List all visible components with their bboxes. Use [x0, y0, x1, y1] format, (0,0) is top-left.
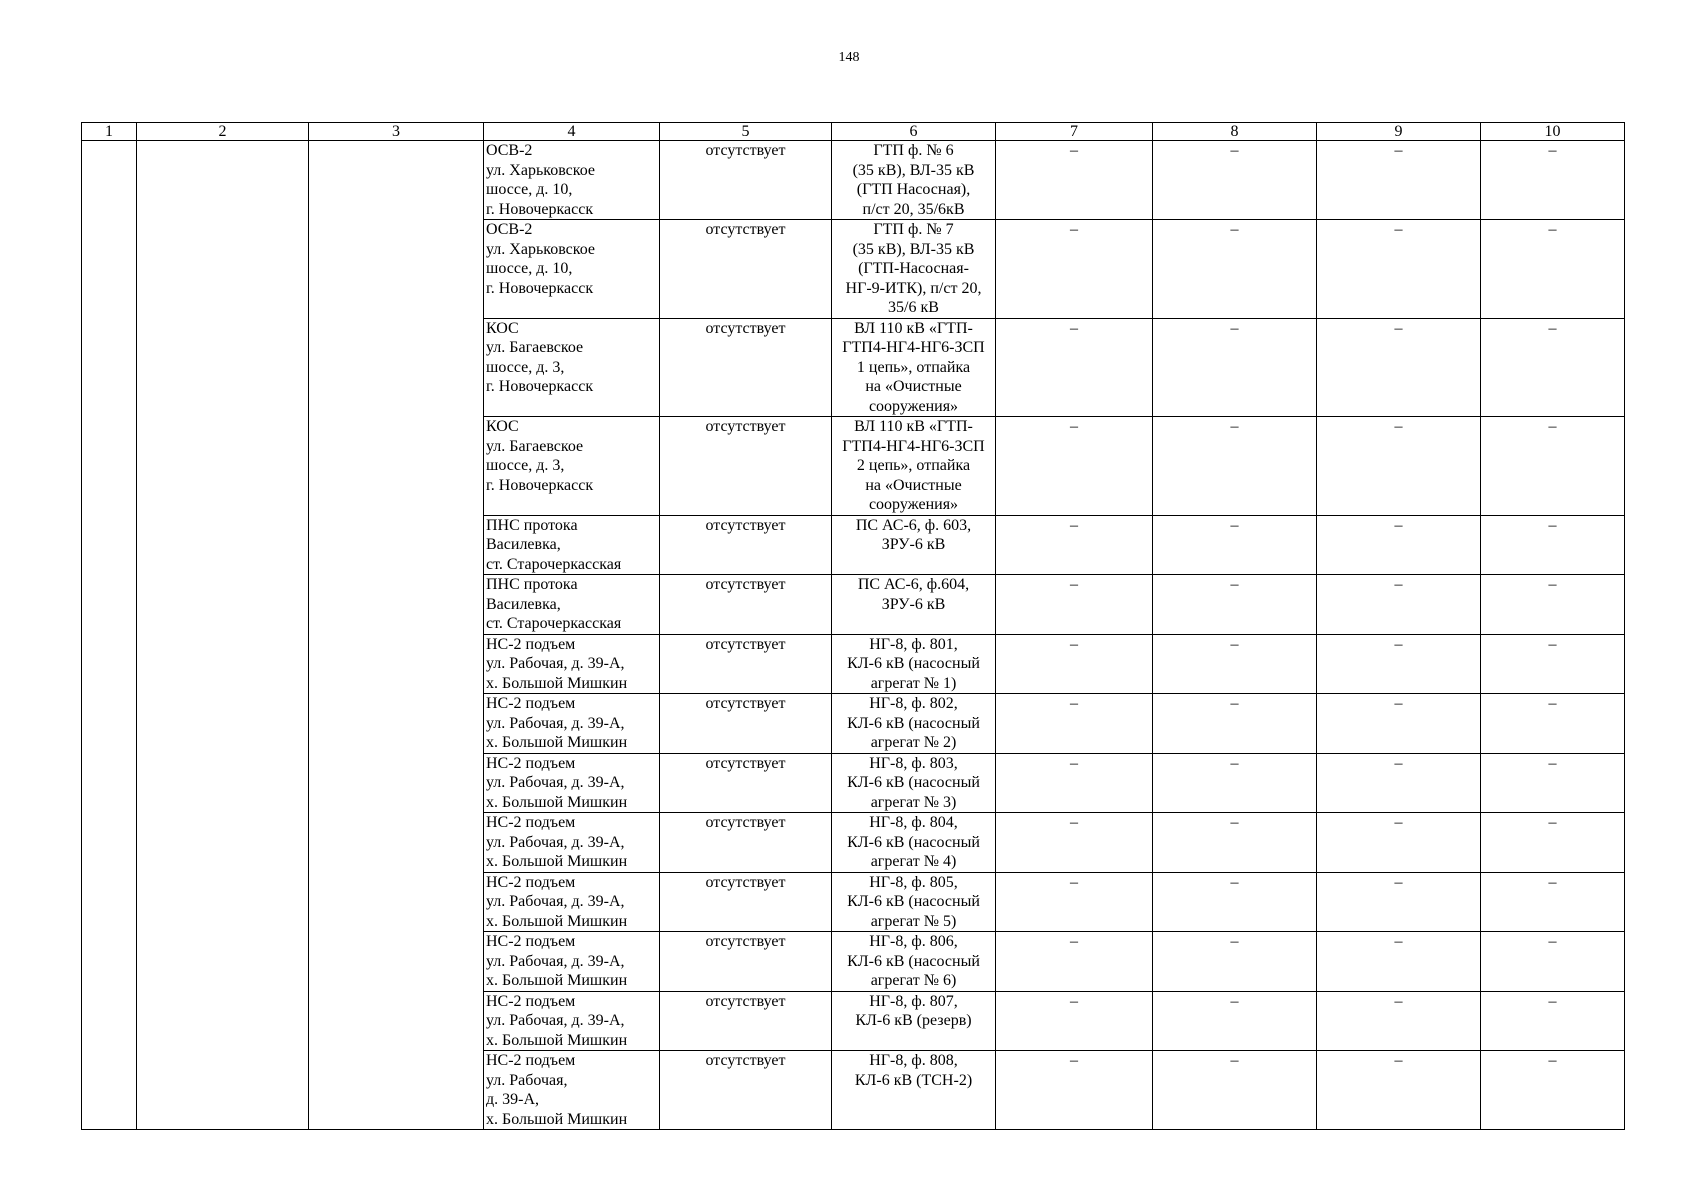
dash-cell: – — [996, 753, 1153, 813]
status-cell: отсутствует — [660, 932, 832, 992]
page-number: 148 — [838, 50, 860, 65]
dash-cell: – — [1481, 991, 1625, 1051]
status-cell: отсутствует — [660, 634, 832, 694]
dash-cell: – — [1153, 515, 1317, 575]
table-body — [82, 141, 1625, 1130]
dash-cell: – — [1153, 872, 1317, 932]
dash-cell: – — [996, 318, 1153, 417]
status-cell: отсутствует — [660, 515, 832, 575]
dash-cell: – — [1481, 932, 1625, 992]
source-cell: ВЛ 110 кВ «ГТП- ГТП4-НГ4-НГ6-ЗСП 1 цепь», отпайка на «Очистные сооружения» — [832, 318, 996, 417]
dash-cell: – — [996, 141, 1153, 220]
source-cell: ВЛ 110 кВ «ГТП- ГТП4-НГ4-НГ6-ЗСП 2 цепь», отпайка на «Очистные сооружения» — [832, 417, 996, 516]
dash-cell: – — [1317, 813, 1481, 873]
dash-cell: – — [1317, 872, 1481, 932]
column-header: 7 — [996, 123, 1153, 141]
column-header: 1 — [82, 123, 137, 141]
status-cell: отсутствует — [660, 141, 832, 220]
table-row — [82, 141, 1625, 220]
dash-cell: – — [1153, 753, 1317, 813]
object-cell: ОСВ-2 ул. Харьковское шоссе, д. 10, г. Новочеркасск — [484, 141, 660, 220]
dash-cell: – — [1481, 318, 1625, 417]
dash-cell: – — [1153, 1051, 1317, 1130]
object-cell: НС-2 подъем ул. Рабочая, д. 39-А, х. Большой Мишкин — [484, 1051, 660, 1130]
dash-cell: – — [996, 634, 1153, 694]
header-row — [82, 123, 1625, 141]
dash-cell: – — [1317, 515, 1481, 575]
dash-cell: – — [1481, 575, 1625, 635]
dash-cell: – — [1481, 813, 1625, 873]
dash-cell: – — [1317, 220, 1481, 319]
object-cell: КОС ул. Багаевское шоссе, д. 3, г. Новочеркасск — [484, 417, 660, 516]
object-cell: НС-2 подъем ул. Рабочая, д. 39-А, х. Большой Мишкин — [484, 872, 660, 932]
data-table — [81, 122, 1625, 1130]
object-cell: НС-2 подъем ул. Рабочая, д. 39-А, х. Большой Мишкин — [484, 634, 660, 694]
object-cell: НС-2 подъем ул. Рабочая, д. 39-А, х. Большой Мишкин — [484, 813, 660, 873]
dash-cell: – — [996, 872, 1153, 932]
dash-cell: – — [1481, 694, 1625, 754]
column-header: 5 — [660, 123, 832, 141]
dash-cell: – — [1153, 932, 1317, 992]
dash-cell: – — [1153, 991, 1317, 1051]
dash-cell: – — [1317, 932, 1481, 992]
object-cell: ПНС протока Василевка, ст. Старочеркасская — [484, 515, 660, 575]
empty-cell — [309, 141, 484, 1130]
dash-cell: – — [996, 694, 1153, 754]
column-header: 3 — [309, 123, 484, 141]
status-cell: отсутствует — [660, 575, 832, 635]
dash-cell: – — [1153, 634, 1317, 694]
object-cell: НС-2 подъем ул. Рабочая, д. 39-А, х. Большой Мишкин — [484, 991, 660, 1051]
source-cell: ПС АС-6, ф.604, ЗРУ-6 кВ — [832, 575, 996, 635]
column-header: 9 — [1317, 123, 1481, 141]
column-header: 10 — [1481, 123, 1625, 141]
dash-cell: – — [1481, 753, 1625, 813]
dash-cell: – — [1153, 220, 1317, 319]
source-cell: НГ-8, ф. 806, КЛ-6 кВ (насосный агрегат № 6) — [832, 932, 996, 992]
dash-cell: – — [1153, 417, 1317, 516]
object-cell: НС-2 подъем ул. Рабочая, д. 39-А, х. Большой Мишкин — [484, 932, 660, 992]
source-cell: ГТП ф. № 7 (35 кВ), ВЛ-35 кВ (ГТП-Насосная- НГ-9-ИТК), п/ст 20, 35/6 кВ — [832, 220, 996, 319]
dash-cell: – — [1317, 417, 1481, 516]
dash-cell: – — [1481, 417, 1625, 516]
source-cell: ГТП ф. № 6 (35 кВ), ВЛ-35 кВ (ГТП Насосная), п/ст 20, 35/6кВ — [832, 141, 996, 220]
dash-cell: – — [1481, 872, 1625, 932]
status-cell: отсутствует — [660, 813, 832, 873]
column-header: 4 — [484, 123, 660, 141]
dash-cell: – — [1481, 1051, 1625, 1130]
status-cell: отсутствует — [660, 1051, 832, 1130]
status-cell: отсутствует — [660, 872, 832, 932]
column-header: 2 — [137, 123, 309, 141]
column-header: 8 — [1153, 123, 1317, 141]
dash-cell: – — [1317, 575, 1481, 635]
dash-cell: – — [1317, 1051, 1481, 1130]
dash-cell: – — [1481, 220, 1625, 319]
dash-cell: – — [996, 220, 1153, 319]
status-cell: отсутствует — [660, 991, 832, 1051]
source-cell: НГ-8, ф. 803, КЛ-6 кВ (насосный агрегат № 3) — [832, 753, 996, 813]
dash-cell: – — [996, 515, 1153, 575]
source-cell: ПС АС-6, ф. 603, ЗРУ-6 кВ — [832, 515, 996, 575]
source-cell: НГ-8, ф. 805, КЛ-6 кВ (насосный агрегат № 5) — [832, 872, 996, 932]
object-cell: КОС ул. Багаевское шоссе, д. 3, г. Новочеркасск — [484, 318, 660, 417]
dash-cell: – — [1481, 515, 1625, 575]
source-cell: НГ-8, ф. 808, КЛ-6 кВ (ТСН-2) — [832, 1051, 996, 1130]
dash-cell: – — [1317, 318, 1481, 417]
source-cell: НГ-8, ф. 801, КЛ-6 кВ (насосный агрегат № 1) — [832, 634, 996, 694]
dash-cell: – — [1153, 813, 1317, 873]
dash-cell: – — [1317, 694, 1481, 754]
column-header: 6 — [832, 123, 996, 141]
dash-cell: – — [1481, 141, 1625, 220]
dash-cell: – — [1317, 141, 1481, 220]
dash-cell: – — [1153, 141, 1317, 220]
status-cell: отсутствует — [660, 417, 832, 516]
status-cell: отсутствует — [660, 694, 832, 754]
dash-cell: – — [1153, 575, 1317, 635]
dash-cell: – — [1317, 753, 1481, 813]
status-cell: отсутствует — [660, 220, 832, 319]
empty-cell — [82, 141, 137, 1130]
object-cell: ОСВ-2 ул. Харьковское шоссе, д. 10, г. Новочеркасск — [484, 220, 660, 319]
dash-cell: – — [1153, 694, 1317, 754]
dash-cell: – — [996, 991, 1153, 1051]
dash-cell: – — [996, 417, 1153, 516]
dash-cell: – — [996, 932, 1153, 992]
source-cell: НГ-8, ф. 804, КЛ-6 кВ (насосный агрегат № 4) — [832, 813, 996, 873]
source-cell: НГ-8, ф. 807, КЛ-6 кВ (резерв) — [832, 991, 996, 1051]
source-cell: НГ-8, ф. 802, КЛ-6 кВ (насосный агрегат № 2) — [832, 694, 996, 754]
dash-cell: – — [996, 813, 1153, 873]
status-cell: отсутствует — [660, 318, 832, 417]
object-cell: НС-2 подъем ул. Рабочая, д. 39-А, х. Большой Мишкин — [484, 753, 660, 813]
dash-cell: – — [1317, 634, 1481, 694]
dash-cell: – — [1317, 991, 1481, 1051]
dash-cell: – — [996, 575, 1153, 635]
object-cell: НС-2 подъем ул. Рабочая, д. 39-А, х. Большой Мишкин — [484, 694, 660, 754]
empty-cell — [137, 141, 309, 1130]
status-cell: отсутствует — [660, 753, 832, 813]
dash-cell: – — [996, 1051, 1153, 1130]
dash-cell: – — [1481, 634, 1625, 694]
dash-cell: – — [1153, 318, 1317, 417]
object-cell: ПНС протока Василевка, ст. Старочеркасская — [484, 575, 660, 635]
